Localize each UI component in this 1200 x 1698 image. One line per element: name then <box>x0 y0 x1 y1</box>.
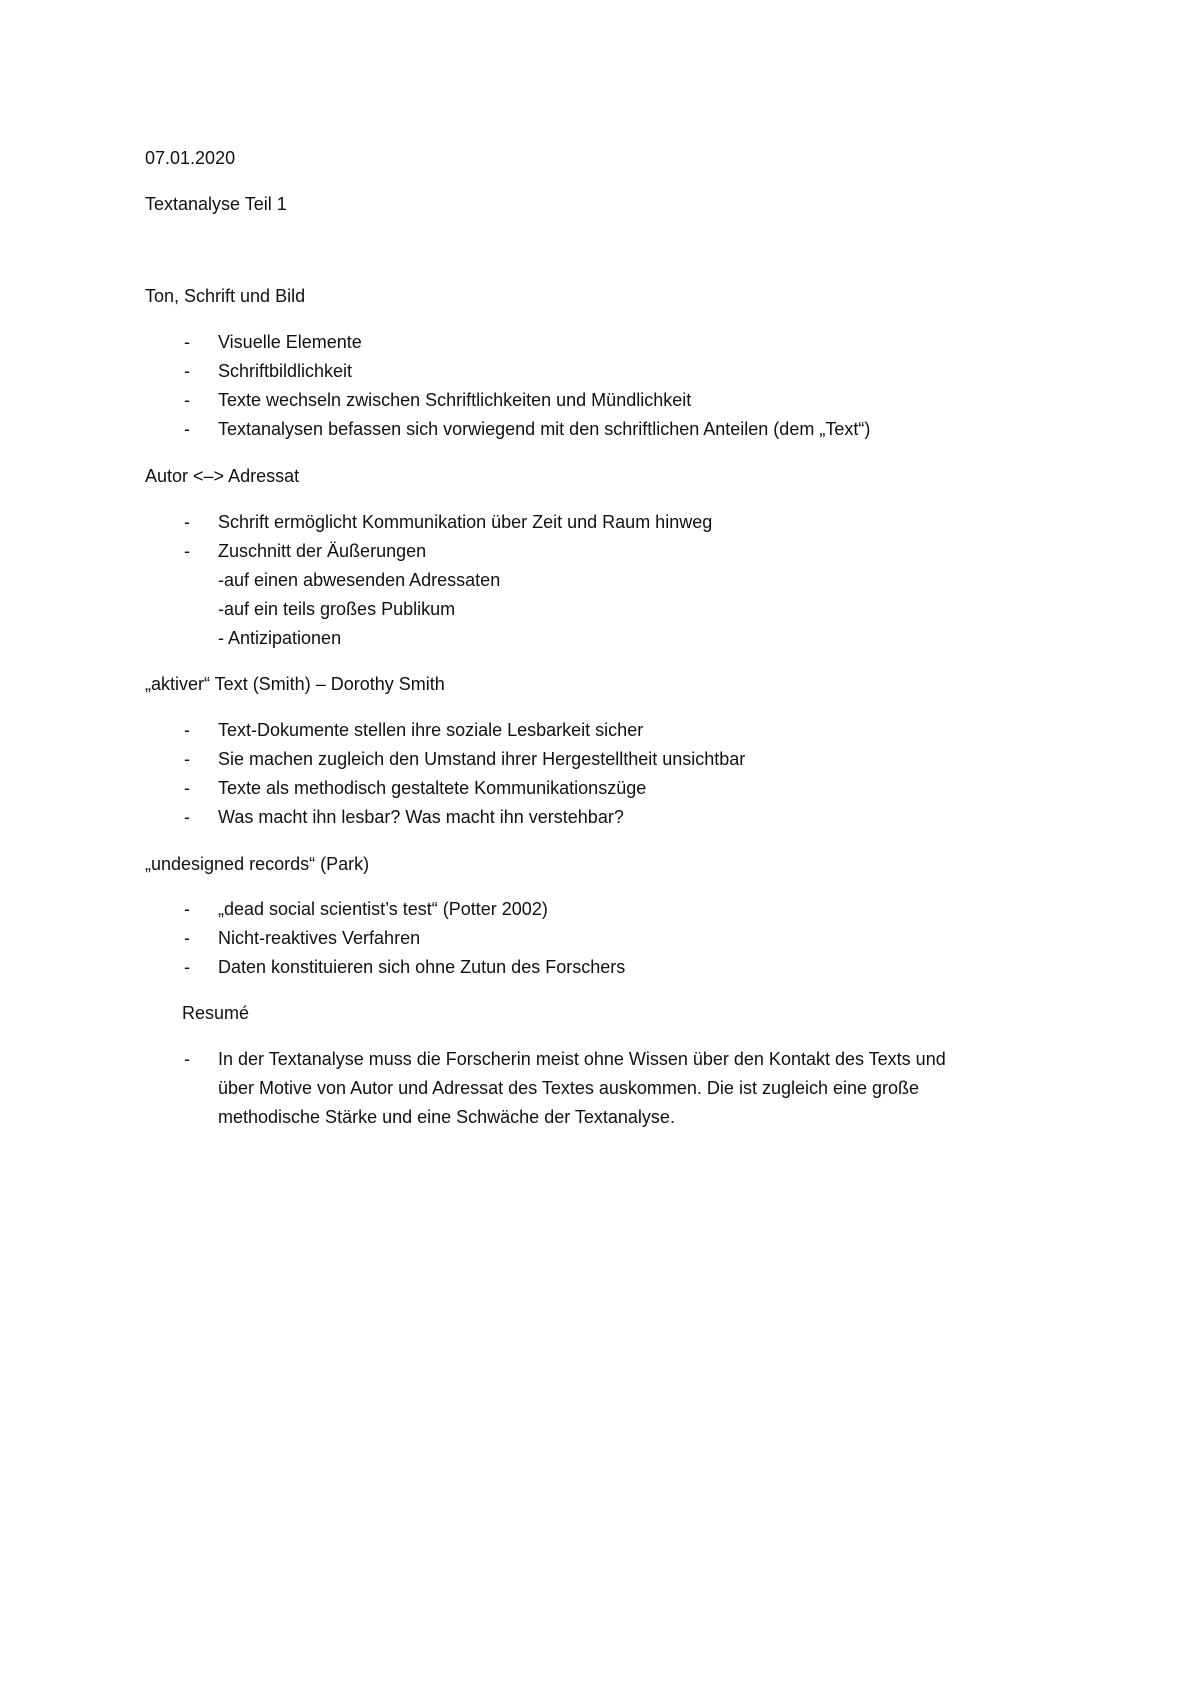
list-item-text: Schriftbildlichkeit <box>218 361 353 381</box>
continuation-line: über Motive von Autor und Adressat des Textes auskommen. Die ist zugleich eine große <box>218 1078 920 1098</box>
list-item-text: Visuelle Elemente <box>218 332 362 352</box>
list-item-text: Zuschnitt der Äußerungen <box>218 541 427 561</box>
section-heading: Ton, Schrift und Bild <box>145 286 306 306</box>
list-item-text: „dead social scientist’s test“ (Potter 2002) <box>218 899 548 919</box>
list-item-text: Sie machen zugleich den Umstand ihrer Hergestelltheit unsichtbar <box>218 749 746 769</box>
bullet-dash: - <box>184 332 190 352</box>
section-heading: Autor <–> Adressat <box>145 466 300 486</box>
list-item-text: Texte wechseln zwischen Schriftlichkeiten und Mündlichkeit <box>218 390 692 410</box>
bullet-dash: - <box>184 778 190 798</box>
bullet-dash: - <box>184 419 190 439</box>
list-item-text: Schrift ermöglicht Kommunikation über Zeit und Raum hinweg <box>218 512 713 532</box>
section-heading: „undesigned records“ (Park) <box>145 854 370 874</box>
bullet-dash: - <box>184 749 190 769</box>
bullet-dash: - <box>184 1049 190 1069</box>
sub-line: - Antizipationen <box>218 628 342 648</box>
list-item-text: Was macht ihn lesbar? Was macht ihn verstehbar? <box>218 807 624 827</box>
bullet-dash: - <box>184 720 190 740</box>
bullet-dash: - <box>184 361 190 381</box>
bullet-dash: - <box>184 928 190 948</box>
document-title: Textanalyse Teil 1 <box>145 194 287 214</box>
section-heading: Resumé <box>182 1003 250 1023</box>
document-date: 07.01.2020 <box>145 148 236 168</box>
continuation-line: methodische Stärke und eine Schwäche der Textanalyse. <box>218 1107 675 1127</box>
bullet-dash: - <box>184 899 190 919</box>
sub-line: -auf ein teils großes Publikum <box>218 599 456 619</box>
bullet-dash: - <box>184 957 190 977</box>
list-item-text: In der Textanalyse muss die Forscherin meist ohne Wissen über den Kontakt des Texts und <box>218 1049 946 1069</box>
list-item-text: Text-Dokumente stellen ihre soziale Lesbarkeit sicher <box>218 720 644 740</box>
bullet-dash: - <box>184 807 190 827</box>
list-item-text: Nicht-reaktives Verfahren <box>218 928 421 948</box>
list-item-text: Daten konstituieren sich ohne Zutun des Forschers <box>218 957 626 977</box>
list-item-text: Texte als methodisch gestaltete Kommunikationszüge <box>218 778 647 798</box>
bullet-dash: - <box>184 541 190 561</box>
section-heading: „aktiver“ Text (Smith) – Dorothy Smith <box>145 674 445 694</box>
list-item-text: Textanalysen befassen sich vorwiegend mit den schriftlichen Anteilen (dem „Text“) <box>218 419 871 439</box>
bullet-dash: - <box>184 512 190 532</box>
sub-line: -auf einen abwesenden Adressaten <box>218 570 501 590</box>
bullet-dash: - <box>184 390 190 410</box>
